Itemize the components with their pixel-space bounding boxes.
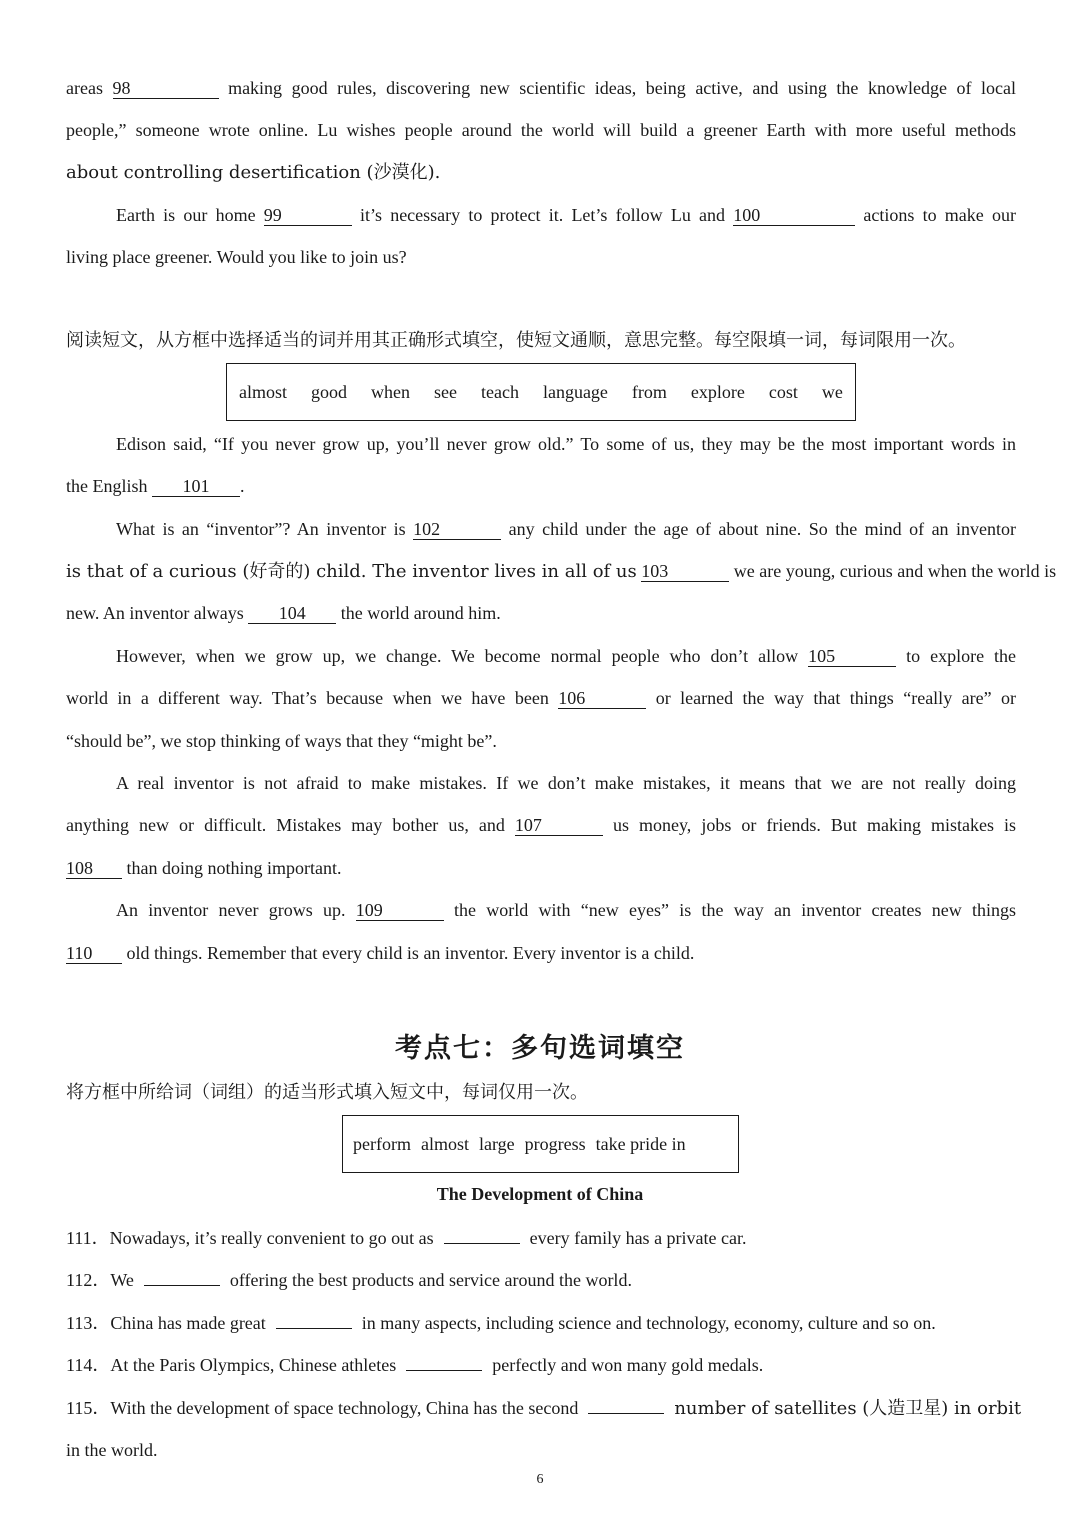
text: the English (66, 476, 148, 496)
text: any child under the age of about nine. So the mind of an inventor (508, 519, 1017, 539)
item-text: number of satellites (人造卫星) in orbit (674, 1398, 1022, 1419)
passage-line (66, 76, 1016, 100)
word-option: progress (524, 1133, 586, 1154)
word-list (343, 1116, 738, 1172)
answer-blank[interactable]: 105 (808, 646, 896, 667)
answer-blank[interactable]: 107 (515, 815, 603, 836)
item-text: With the development of space technology, China has the second (110, 1398, 579, 1418)
text: old things. Remember that every child is an inventor. Every inventor is a child. (126, 943, 695, 963)
word-option: perform (353, 1133, 411, 1154)
item-text: in many aspects, including science and technology, economy, culture and so on. (361, 1313, 936, 1333)
item-text: perfectly and won many gold medals. (492, 1355, 764, 1375)
text: anything new or difficult. Mistakes may bother us, and (66, 815, 505, 835)
section-heading: 考点七：多句选词填空 (395, 1033, 685, 1064)
passage-line (66, 686, 1016, 710)
answer-blank[interactable]: 109 (356, 900, 444, 921)
passage-line: Edison said, “If you never grow up, you’ll never grow old.” To some of us, they may be the most important words in (116, 434, 1016, 454)
text: However, when we grow up, we change. We become normal people who don’t allow (116, 646, 799, 666)
passage-line: people,” someone wrote online. Lu wishes people around the world will build a greener Earth with more useful methods (66, 120, 1016, 140)
item-number: 111． (66, 1228, 110, 1248)
answer-blank[interactable] (588, 1413, 664, 1414)
item-text: China has made great (110, 1313, 266, 1333)
text: us money, jobs or friends. But making mistakes is (612, 815, 1017, 835)
word-option: teach (480, 381, 519, 402)
text: it’s necessary to protect it. Let’s follow Lu and (359, 205, 726, 225)
passage-line: A real inventor is not afraid to make mistakes. If we don’t make mistakes, it means that we are not really doing (116, 773, 1016, 793)
item-text: We (110, 1270, 134, 1290)
text: we are young, curious and when the world is (733, 561, 1057, 581)
numbered-item (66, 1226, 1016, 1250)
word-option: cost (768, 381, 798, 402)
word-option: explore (690, 381, 745, 402)
text: areas (66, 78, 103, 98)
word-option: almost (420, 1133, 469, 1154)
numbered-item (66, 1311, 1016, 1335)
text: to explore the (906, 646, 1017, 666)
passage-line (116, 203, 1016, 227)
answer-blank[interactable] (144, 1285, 220, 1286)
text: Earth is our home (116, 205, 256, 225)
word-option: when (371, 381, 410, 402)
passage-line (66, 474, 1016, 498)
passage-line (116, 898, 1016, 922)
item-text: every family has a private car. (529, 1228, 747, 1248)
word-option: large (478, 1133, 515, 1154)
text: about controlling desertification (沙漠化). (66, 162, 441, 183)
text: making good rules, discovering new scientific ideas, being active, and using the knowledge of local (228, 78, 1016, 98)
answer-blank[interactable]: 102 (413, 519, 501, 540)
item-text: offering the best products and service around the world. (229, 1270, 632, 1290)
answer-blank[interactable]: 110 (66, 943, 122, 964)
instruction: 阅读短文，从方框中选择适当的词并用其正确形式填空，使短文通顺，意思完整。每空限填一词，每词限用一次。 (66, 330, 966, 351)
numbered-item (66, 1268, 1016, 1292)
passage-title: The Development of China (436, 1184, 644, 1204)
text: world in a different way. That’s because when we have been (66, 688, 549, 708)
word-option: from (631, 381, 667, 402)
passage-line (66, 856, 1016, 880)
text: the world with “new eyes” is the way an inventor creates new things (454, 900, 1016, 920)
item-text: Nowadays, it’s really convenient to go out as (109, 1228, 434, 1248)
answer-blank[interactable]: 103 (641, 561, 729, 582)
word-box (226, 363, 856, 421)
word-option: we (821, 381, 843, 402)
answer-blank[interactable] (276, 1328, 352, 1329)
passage-line (116, 517, 1016, 541)
answer-blank[interactable]: 99 (264, 205, 352, 226)
numbered-item (66, 1396, 1022, 1421)
text: actions to make our (863, 205, 1016, 225)
passage-line: living place greener. Would you like to join us? (66, 247, 407, 267)
answer-blank[interactable] (444, 1243, 520, 1244)
answer-blank[interactable]: 104 (248, 603, 336, 624)
page-number: 6 (536, 1472, 544, 1487)
text: An inventor never grows up. (116, 900, 346, 920)
answer-blank[interactable]: 98 (113, 78, 219, 99)
item-number: 114． (66, 1355, 111, 1375)
word-box (342, 1115, 739, 1173)
word-option: see (434, 381, 457, 402)
item-number: 112． (66, 1270, 111, 1290)
instruction: 将方框中所给词（词组）的适当形式填入短文中，每词仅用一次。 (66, 1082, 588, 1103)
numbered-item (66, 1353, 1016, 1377)
text: is that of a curious (好奇的) child. The inventor lives in all of us (66, 561, 637, 582)
text: new. An inventor always (66, 603, 244, 623)
item-text: At the Paris Olympics, Chinese athletes (110, 1355, 397, 1375)
answer-blank[interactable] (406, 1370, 482, 1371)
text: . (240, 476, 245, 496)
passage-line (116, 644, 1016, 668)
item-number: 115． (66, 1398, 111, 1418)
item-number: 113． (66, 1313, 111, 1333)
passage-line (66, 160, 1016, 185)
word-option: language (542, 381, 608, 402)
passage-line (66, 601, 1016, 625)
text: or learned the way that things “really are” or (655, 688, 1017, 708)
passage-line: in the world. (66, 1440, 158, 1460)
passage-line (66, 813, 1016, 837)
passage-line: “should be”, we stop thinking of ways that they “might be”. (66, 731, 497, 751)
answer-blank[interactable]: 106 (558, 688, 646, 709)
word-option: almost (239, 381, 287, 402)
text: What is an “inventor”? An inventor is (116, 519, 406, 539)
passage-line (66, 559, 1057, 584)
word-option: take pride in (595, 1133, 686, 1154)
word-list (227, 364, 855, 420)
answer-blank[interactable]: 101 (152, 476, 240, 497)
text: the world around him. (340, 603, 501, 623)
text: than doing nothing important. (126, 858, 342, 878)
passage-line (66, 941, 1016, 965)
answer-blank[interactable]: 108 (66, 858, 122, 879)
word-option: good (311, 381, 347, 402)
answer-blank[interactable]: 100 (733, 205, 855, 226)
